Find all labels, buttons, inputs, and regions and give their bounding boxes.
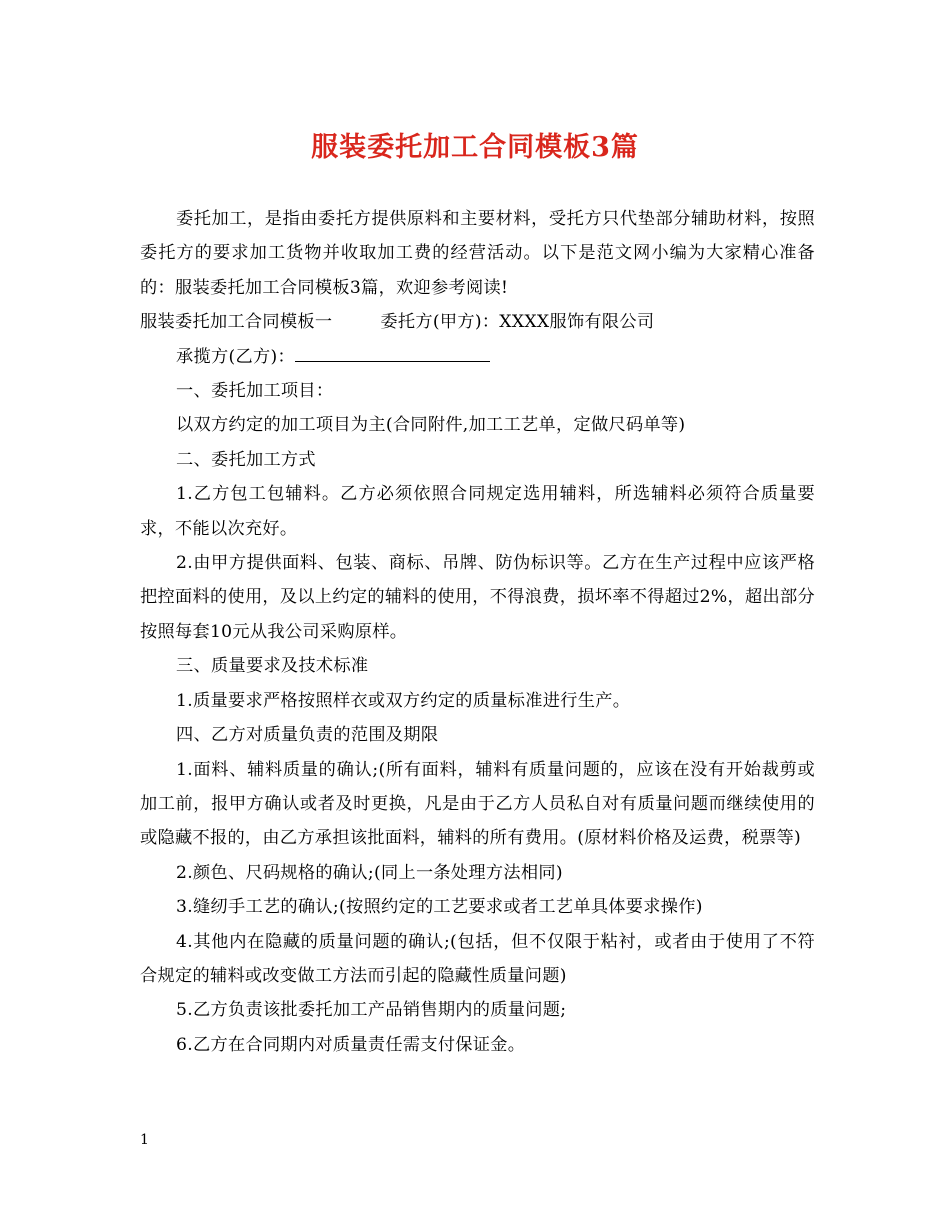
section-item-responsibility-3: 3.缝纫手工艺的确认;(按照约定的工艺要求或者工艺单具体要求操作) <box>176 897 703 918</box>
section-item-responsibility-1: 1.面料、辅料质量的确认;(所有面料，辅料有质量问题的，应该在没有开始裁剪或加工前，报甲方确认或者及时更换，凡是由于乙方人员私自对有质量问题而继续使用的或隐藏不报的，由乙方承担该批面料，辅料的所有费用。(原材料价格及运费，税票等) <box>140 759 815 849</box>
section-item-responsibility-5: 5.乙方负责该批委托加工产品销售期内的质量问题; <box>176 1000 567 1021</box>
section-item-method-2: 2.由甲方提供面料、包装、商标、吊牌、防伪标识等。乙方在生产过程中应该严格把控面料的使用，及以上约定的辅料的使用，不得浪费，损坏率不得超过2%，超出部分按照每套10元从我公司采购原样。 <box>140 553 815 642</box>
section-item-responsibility-4: 4.其他内在隐藏的质量问题的确认;(包括，但不仅限于粘衬，或者由于使用了不符合规定的辅料或改变做工方法而引起的隐藏性质量问题) <box>140 931 815 986</box>
section-item-project-heading: 一、委托加工项目： <box>176 381 334 402</box>
template-label: 服装委托加工合同模板一 <box>140 312 333 333</box>
party-a-line: 委托方(甲方)：XXXX服饰有限公司 <box>380 312 655 333</box>
section-item-method-1: 1.乙方包工包辅料。乙方必须依照合同规定选用辅料，所选辅料必须符合质量要求，不能以次充好。 <box>140 484 815 539</box>
section-item-responsibility-2: 2.颜色、尺码规格的确认;(同上一条处理方法相同) <box>176 862 563 883</box>
section-item-quality-heading: 三、质量要求及技术标准 <box>176 656 369 677</box>
contract-header-line <box>140 305 815 339</box>
section-item-responsibility-6: 6.乙方在合同期内对质量责任需支付保证金。 <box>176 1034 526 1055</box>
page-number: 1 <box>140 1132 149 1148</box>
section-item-method-heading: 二、委托加工方式 <box>176 449 316 470</box>
party-b-line <box>140 340 815 374</box>
document-title: 服装委托加工合同模板3篇 <box>311 132 639 163</box>
document-body <box>140 202 815 1062</box>
section-item-quality-1: 1.质量要求严格按照样衣或双方约定的质量标准进行生产。 <box>176 690 631 711</box>
intro-paragraph: 委托加工，是指由委托方提供原料和主要材料，受托方只代垫部分辅助材料，按照委托方的要求加工货物并收取加工费的经营活动。以下是范文网小编为大家精心准备的：服装委托加工合同模板3篇，欢迎参考阅读! <box>140 209 815 298</box>
party-b-label: 承揽方(乙方)： <box>176 346 295 367</box>
section-item-responsibility-heading: 四、乙方对质量负责的范围及期限 <box>176 725 439 746</box>
section-item-project-detail: 以双方约定的加工项目为主(合同附件,加工工艺单，定做尺码单等) <box>176 415 686 436</box>
party-b-blank-field <box>295 347 490 362</box>
